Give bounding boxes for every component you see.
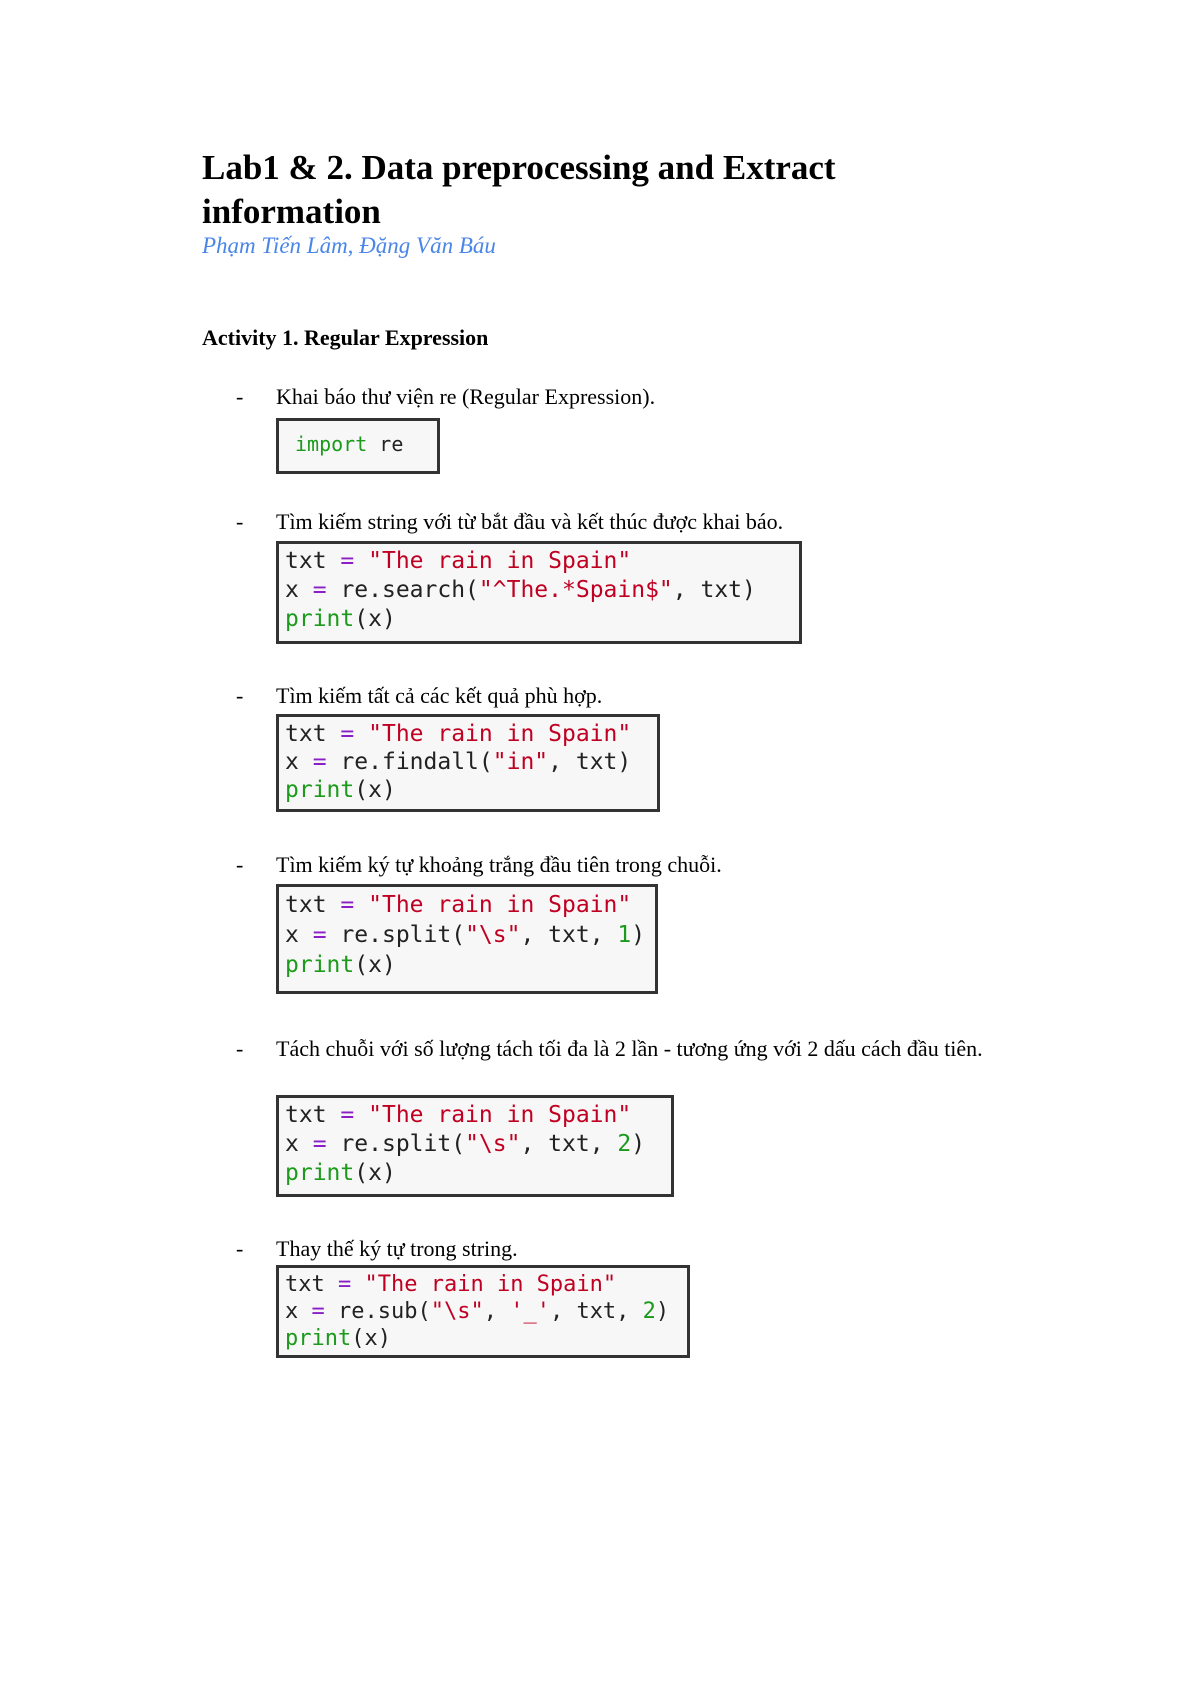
- code-paren: ): [631, 1131, 646, 1157]
- code-number: 2: [617, 1131, 632, 1157]
- code-operator: =: [311, 1299, 325, 1324]
- bullet-dash: -: [236, 852, 244, 877]
- code-var: txt: [285, 1272, 325, 1297]
- code-keyword: print: [285, 606, 355, 632]
- code-var: txt: [285, 892, 327, 918]
- page-title: Lab1 & 2. Data preprocessing and Extract information: [202, 148, 836, 231]
- list-item-text: Tìm kiếm ký tự khoảng trắng đầu tiên trong chuỗi.: [276, 852, 722, 877]
- code-number: 2: [642, 1299, 656, 1324]
- code-call: , txt): [548, 749, 632, 775]
- code-args: (x): [351, 1326, 391, 1351]
- bullet-dash: -: [236, 683, 244, 708]
- code-var: txt: [285, 548, 327, 574]
- list-item-text: Tách chuỗi với số lượng tách tối đa là 2 lần - tương ứng với 2 dấu cách đầu tiên.: [276, 1036, 983, 1061]
- code-operator: =: [338, 1272, 352, 1297]
- code-string: "\s": [465, 922, 521, 948]
- code-args: (x): [354, 777, 396, 803]
- code-var: txt: [285, 1102, 327, 1128]
- code-keyword: print: [285, 952, 355, 978]
- code-operator: =: [340, 892, 355, 918]
- bullet-dash: -: [236, 384, 244, 409]
- code-keyword: print: [285, 1160, 355, 1186]
- code-string: "^The.*Spain$": [478, 577, 673, 603]
- code-paren: ): [655, 1299, 670, 1324]
- code-operator: =: [340, 721, 355, 747]
- code-string: "\s": [465, 1131, 521, 1157]
- code-call: re.findall(: [340, 749, 493, 775]
- bullet-dash: -: [236, 1036, 244, 1061]
- code-args: (x): [354, 1160, 396, 1186]
- code-operator: =: [312, 577, 327, 603]
- code-operator: =: [312, 1131, 327, 1157]
- code-block-sub: [276, 1265, 690, 1358]
- code-call: , txt,: [520, 922, 618, 948]
- code-var: txt: [285, 721, 327, 747]
- code-paren: ): [631, 922, 646, 948]
- code-block-search: [276, 541, 802, 644]
- code-keyword: print: [285, 777, 355, 803]
- code-operator: =: [340, 1102, 355, 1128]
- authors-line: Phạm Tiến Lâm, Đặng Văn Báu: [202, 233, 496, 258]
- code-operator: =: [312, 922, 327, 948]
- bullet-dash: -: [236, 509, 244, 534]
- list-item-text: Tìm kiếm tất cả các kết quả phù hợp.: [276, 683, 603, 708]
- code-call: , txt,: [549, 1299, 643, 1324]
- list-item-text: Tìm kiếm string với từ bắt đầu và kết thúc được khai báo.: [276, 509, 784, 534]
- code-module: re: [379, 432, 404, 456]
- code-block-split-1: [276, 884, 658, 994]
- code-block-import: [276, 418, 440, 474]
- code-number: 1: [617, 922, 632, 948]
- code-operator: =: [340, 548, 355, 574]
- code-var: x: [285, 922, 299, 948]
- code-string: "The rain in Spain": [368, 1102, 632, 1128]
- code-call: re.split(: [340, 1131, 466, 1157]
- code-block-findall: [276, 714, 660, 812]
- code-operator: =: [312, 749, 327, 775]
- code-var: x: [285, 577, 299, 603]
- activity-heading: Activity 1. Regular Expression: [202, 325, 489, 350]
- bullet-dash: -: [236, 1236, 244, 1261]
- code-args: (x): [354, 606, 396, 632]
- code-call: , txt,: [520, 1131, 618, 1157]
- code-var: x: [285, 1299, 299, 1324]
- code-keyword: import: [295, 432, 368, 456]
- code-string: "in": [492, 749, 549, 775]
- code-string: "The rain in Spain": [364, 1272, 617, 1297]
- code-call: , txt): [672, 577, 756, 603]
- code-args: (x): [354, 952, 396, 978]
- code-var: x: [285, 749, 299, 775]
- code-string: "The rain in Spain": [368, 721, 632, 747]
- code-block-split-2: [276, 1095, 674, 1197]
- code-string: "The rain in Spain": [368, 548, 632, 574]
- list-item-text: Khai báo thư viện re (Regular Expression).: [276, 384, 656, 409]
- code-call: re.split(: [340, 922, 466, 948]
- code-string: "The rain in Spain": [368, 892, 632, 918]
- code-var: x: [285, 1131, 299, 1157]
- code-call: re.search(: [340, 577, 479, 603]
- code-keyword: print: [285, 1326, 352, 1351]
- code-call: re.sub(: [338, 1299, 431, 1324]
- list-item-text: Thay thế ký tự trong string.: [276, 1236, 518, 1261]
- code-string: '_': [510, 1299, 550, 1324]
- code-string: "\s": [430, 1299, 484, 1324]
- code-call: ,: [483, 1299, 511, 1324]
